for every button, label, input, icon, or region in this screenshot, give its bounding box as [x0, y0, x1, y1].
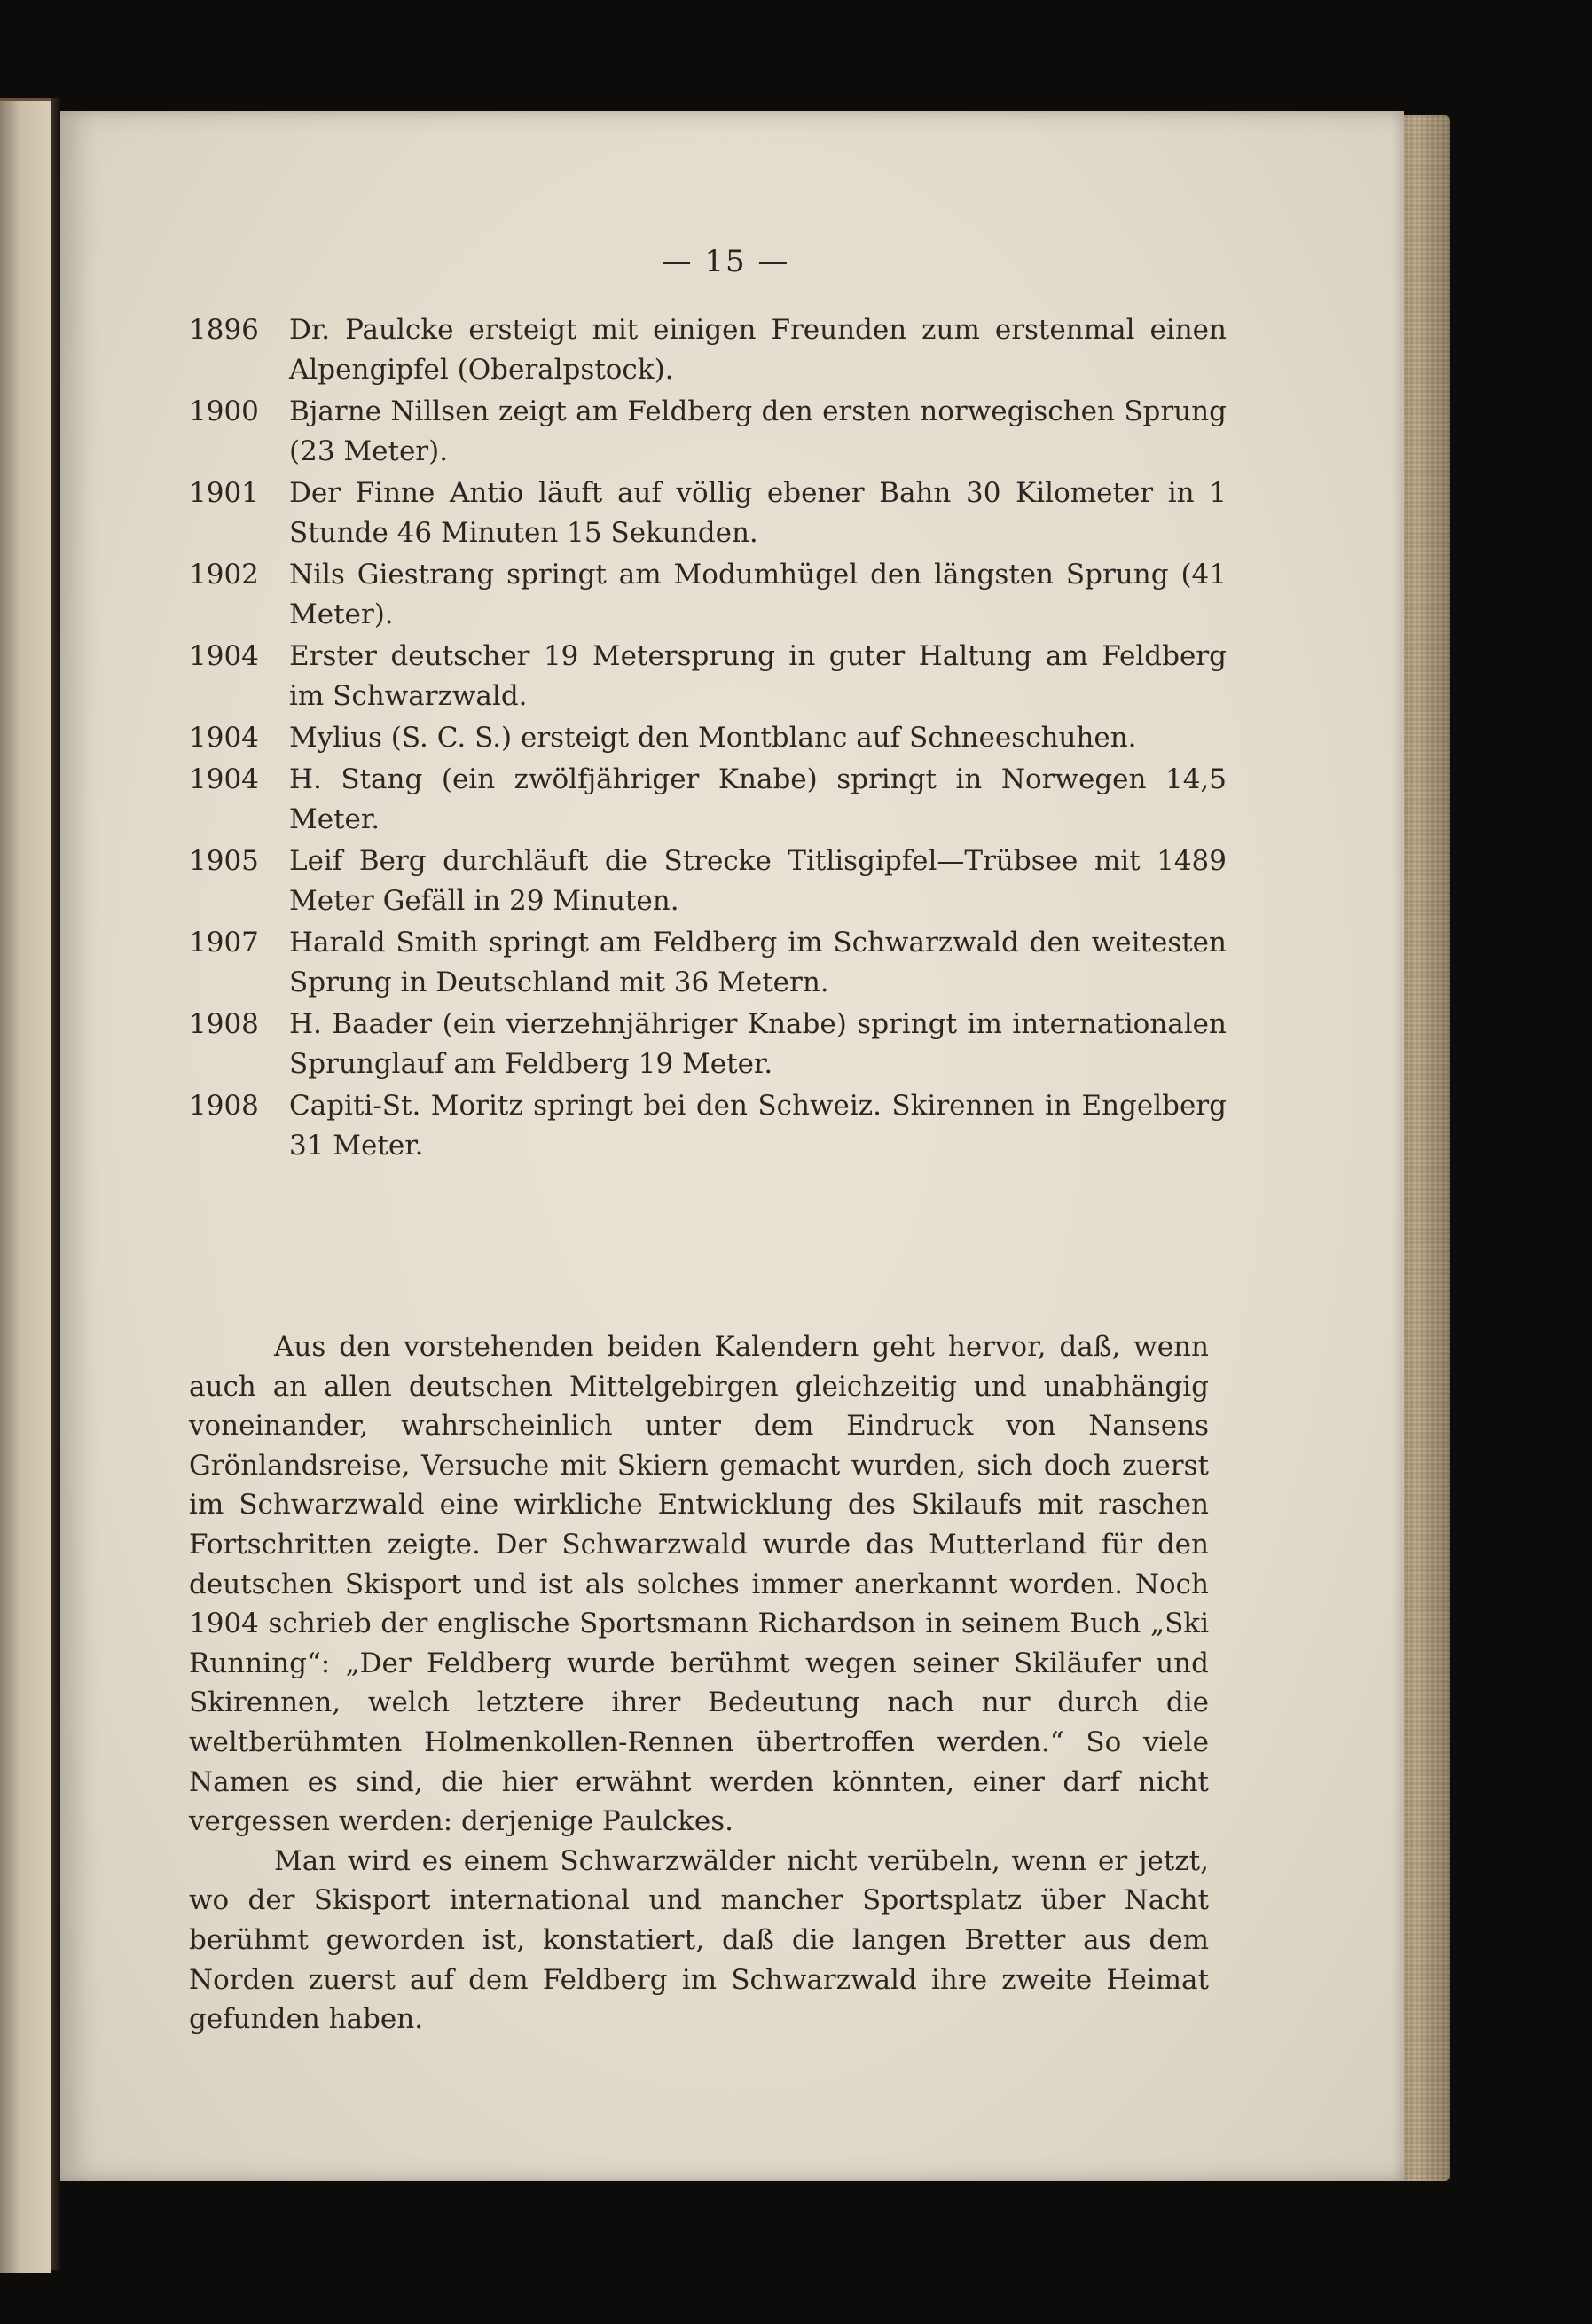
chronology-entry	[189, 760, 1227, 840]
chronology-entry	[189, 310, 1227, 390]
entry-year: 1896	[189, 314, 259, 346]
chronology-entry	[189, 473, 1227, 553]
chronology-entry	[189, 923, 1227, 1003]
entry-year: 1904	[189, 640, 259, 672]
entry-year: 1904	[189, 722, 259, 754]
page-number: — 15 —	[661, 244, 790, 279]
chronology-entry	[189, 392, 1227, 472]
entry-text: Nils Giestrang springt am Modumhügel den längsten Sprung (41 Meter).	[289, 559, 1227, 630]
chronology-list	[189, 310, 1227, 1168]
entry-text: Bjarne Nillsen zeigt am Feldberg den ersten norwegischen Sprung (23 Meter).	[289, 395, 1227, 467]
chronology-entry	[189, 637, 1227, 716]
chronology-entry	[189, 555, 1227, 635]
book-page	[60, 111, 1404, 2181]
entry-year: 1908	[189, 1090, 259, 1122]
entry-text: H. Stang (ein zwölfjähriger Knabe) springt in Norwegen 14,5 Meter.	[289, 763, 1227, 835]
facing-page-edge	[0, 98, 51, 2273]
chronology-entry	[189, 841, 1227, 921]
chronology-entry	[189, 1005, 1227, 1084]
chronology-entry	[189, 718, 1227, 758]
entry-text: H. Baader (ein vierzehnjähriger Knabe) springt im internationalen Sprunglauf am Feldberg 19 Meter.	[289, 1008, 1227, 1080]
body-text	[189, 1327, 1209, 2039]
entry-year: 1904	[189, 763, 259, 795]
paragraph: Aus den vorstehenden beiden Kalendern geht hervor, daß, wenn auch an allen deutschen Mittelgebirgen gleichzeitig und unabhängig voneinander, wahrscheinlich unter dem Eindruck von Nansens Grönlandsreise, Versuche mit Skiern gemacht wurden, sich doch zuerst im Schwarzwald eine wirkliche Entwicklung des Skilaufs mit raschen Fortschritten zeigte. Der Schwarzwald wurde das Mutterland für den deutschen Skisport und ist als solches immer anerkannt worden. Noch 1904 schrieb der englische Sportsmann Richardson in seinem Buch „Ski Running“: „Der Feldberg wurde berühmt wegen seiner Skiläufer und Skirennen, welch letztere ihrer Bedeutung nach nur durch die weltberühmten Holmenkollen-Rennen übertroffen werden.“ So viele Namen es sind, die hier erwähnt werden könnten, einer darf nicht vergessen werden: derjenige Paulckes.	[189, 1331, 1209, 1838]
entry-text: Mylius (S. C. S.) ersteigt den Montblanc auf Schneeschuhen.	[289, 722, 1137, 754]
entry-text: Capiti-St. Moritz springt bei den Schweiz. Skirennen in Engelberg 31 Meter.	[289, 1090, 1227, 1162]
entry-text: Erster deutscher 19 Metersprung in guter Haltung am Feldberg im Schwarzwald.	[289, 640, 1227, 712]
paragraph: Man wird es einem Schwarzwälder nicht verübeln, wenn er jetzt, wo der Skisport international und mancher Sportsplatz über Nacht berühmt geworden ist, konstatiert, daß die langen Bretter aus dem Norden zuerst auf dem Feldberg im Schwarzwald ihre zweite Heimat gefunden haben.	[189, 1844, 1209, 2036]
entry-year: 1905	[189, 845, 259, 877]
entry-text: Harald Smith springt am Feldberg im Schwarzwald den weitesten Sprung in Deutschland mit 36 Metern.	[289, 927, 1227, 998]
entry-year: 1902	[189, 559, 259, 591]
entry-year: 1901	[189, 477, 259, 509]
entry-text: Der Finne Antio läuft auf völlig ebener Bahn 30 Kilometer in 1 Stunde 46 Minuten 15 Sekunden.	[289, 477, 1227, 549]
chronology-entry	[189, 1086, 1227, 1166]
entry-year: 1900	[189, 395, 259, 427]
entry-text: Dr. Paulcke ersteigt mit einigen Freunden zum erstenmal einen Alpengipfel (Oberalpstock).	[289, 314, 1227, 386]
entry-year: 1907	[189, 927, 259, 959]
book-gutter	[51, 98, 60, 2270]
entry-year: 1908	[189, 1008, 259, 1040]
entry-text: Leif Berg durchläuft die Strecke Titlisgipfel—Trübsee mit 1489 Meter Gefäll in 29 Minuten.	[289, 845, 1227, 917]
